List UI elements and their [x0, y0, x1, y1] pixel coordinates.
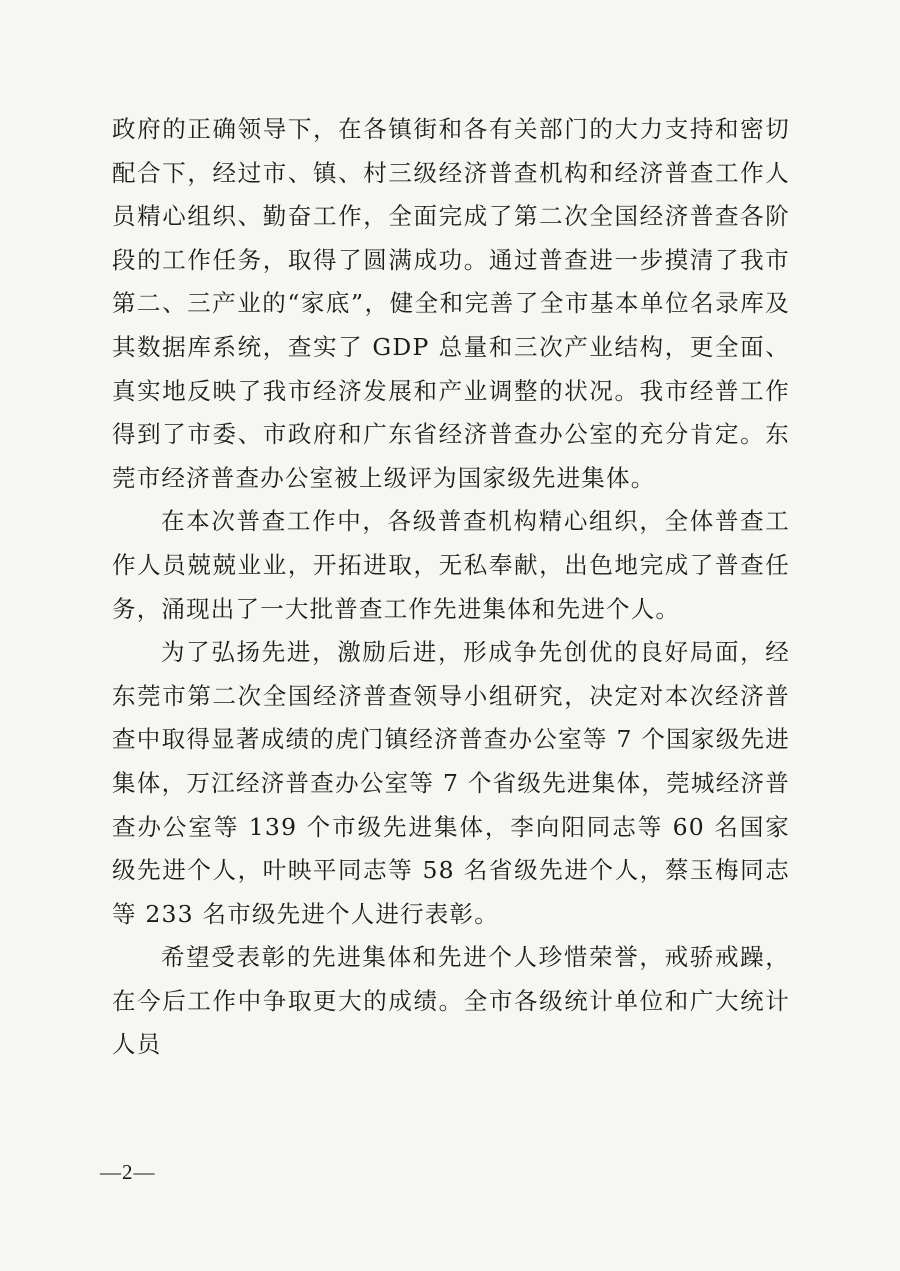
page-number: —2—	[100, 1160, 156, 1184]
paragraph-census-work: 在本次普查工作中，各级普查机构精心组织，全体普查工作人员兢兢业业，开拓进取，无私奉献，出色地完成了普查任务，涌现出了一大批普查工作先进集体和先进个人。	[112, 507, 790, 623]
paragraph-commendation: 为了弘扬先进，激励后进，形成争先创优的良好局面，经东莞市第二次全国经济普查领导小组研究，决定对本次经济普查中取得显著成绩的虎门镇经济普查办公室等 7 个国家级先进集体，万江经济普查办公室等 7 个省级先进集体，莞城经济普查办公室等 139 个市级先进集体，李向阳同志等 60 名国家级先进个人，叶映平同志等 58 名省级先进个人，蔡玉梅同志等 233 名市级先进个人进行表彰。	[112, 638, 790, 928]
paragraph-hope: 希望受表彰的先进集体和先进个人珍惜荣誉，戒骄戒躁，在今后工作中争取更大的成绩。全市各级统计单位和广大统计人员	[112, 943, 790, 1059]
document-body	[112, 108, 790, 1067]
paragraph-continued: 政府的正确领导下，在各镇街和各有关部门的大力支持和密切配合下，经过市、镇、村三级经济普查机构和经济普查工作人员精心组织、勤奋工作，全面完成了第二次全国经济普查各阶段的工作任务，取得了圆满成功。通过普查进一步摸清了我市第二、三产业的“家底”，健全和完善了全市基本单位名录库及其数据库系统，查实了 GDP 总量和三次产业结构，更全面、真实地反映了我市经济发展和产业调整的状况。我市经普工作得到了市委、市政府和广东省经济普查办公室的充分肯定。东莞市经济普查办公室被上级评为国家级先进集体。	[112, 115, 790, 492]
